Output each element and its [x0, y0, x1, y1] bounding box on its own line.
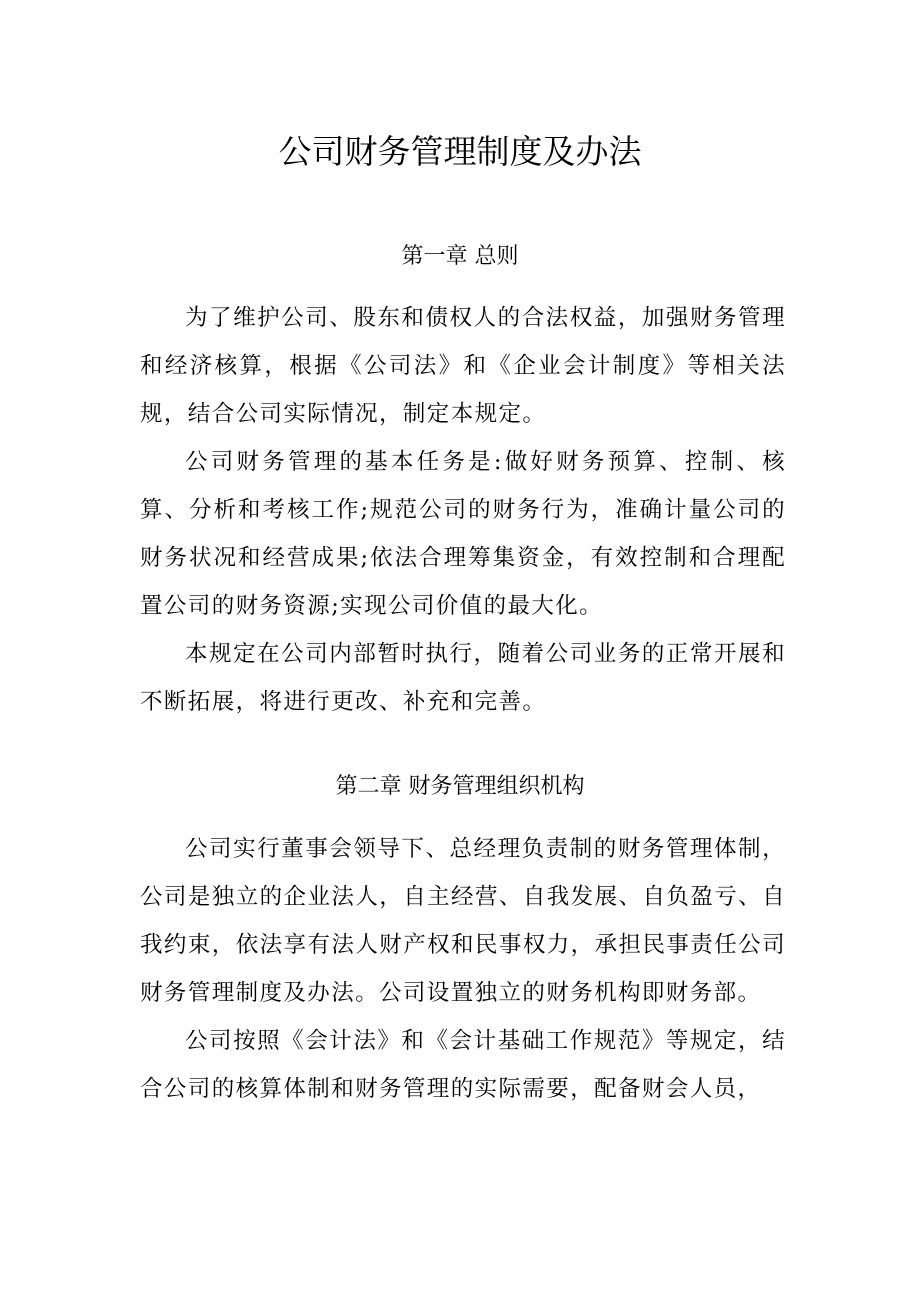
- chapter-1-paragraph-1: 为了维护公司、股东和债权人的合法权益，加强财务管理和经济核算，根据《公司法》和《企业会计制度》等相关法规，结合公司实际情况，制定本规定。: [140, 305, 786, 427]
- chapter-2-heading: 第二章 财务管理组织机构: [335, 774, 585, 799]
- chapter-2-body: [140, 825, 786, 1113]
- chapter-1-body: [140, 294, 786, 726]
- chapter-1-heading: 第一章 总则: [401, 244, 519, 269]
- chapter-2-paragraph-2: 公司按照《会计法》和《会计基础工作规范》等规定，结合公司的核算体制和财务管理的实际需要，配备财会人员，: [140, 1028, 786, 1102]
- chapter-1-paragraph-3: 本规定在公司内部暂时执行，随着公司业务的正常开展和不断拓展，将进行更改、补充和完善。: [140, 641, 786, 715]
- document-title: 公司财务管理制度及办法: [278, 132, 642, 171]
- chapter-2-paragraph-1: 公司实行董事会领导下、总经理负责制的财务管理体制，公司是独立的企业法人，自主经营、自我发展、自负盈亏、自我约束，依法享有法人财产权和民事权力，承担民事责任公司财务管理制度及办法。公司设置独立的财务机构即财务部。: [140, 836, 786, 1006]
- chapter-1-paragraph-2: 公司财务管理的基本任务是:做好财务预算、控制、核算、分析和考核工作;规范公司的财务行为，准确计量公司的财务状况和经营成果;依法合理筹集资金，有效控制和合理配置公司的财务资源;实现公司价值的最大化。: [140, 449, 786, 619]
